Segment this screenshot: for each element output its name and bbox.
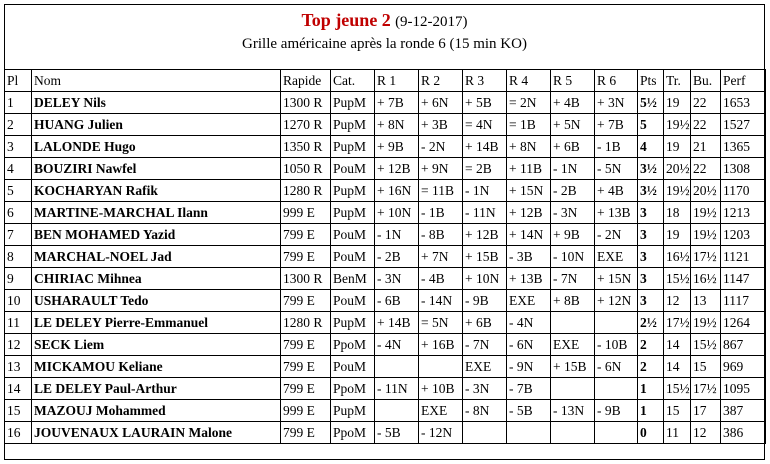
tournament-date: (9-12-2017) <box>395 14 468 30</box>
cell-tiebreak-tr: 18 <box>664 202 691 224</box>
cell-performance: 1264 <box>721 312 766 334</box>
table-row <box>5 114 766 136</box>
cell-category: PpoM <box>331 378 375 400</box>
results-frame <box>4 4 765 460</box>
title-line <box>5 5 764 32</box>
column-header-round-3: R 3 <box>463 70 507 92</box>
table-body <box>5 92 766 444</box>
cell-tiebreak-bu: 22 <box>691 114 721 136</box>
cell-place: 7 <box>5 224 32 246</box>
table-row <box>5 246 766 268</box>
cell-round-5: - 3N <box>551 202 595 224</box>
table-row <box>5 158 766 180</box>
cell-round-1: - 6B <box>375 290 419 312</box>
cell-round-4: + 14N <box>507 224 551 246</box>
cell-points: 2½ <box>638 312 664 334</box>
cell-round-5: + 4B <box>551 92 595 114</box>
cell-place: 5 <box>5 180 32 202</box>
cell-round-4: + 12B <box>507 202 551 224</box>
cell-points: 1 <box>638 378 664 400</box>
column-header-round-2: R 2 <box>419 70 463 92</box>
column-header-round-1: R 1 <box>375 70 419 92</box>
cell-round-1 <box>375 356 419 378</box>
cell-round-3: + 12B <box>463 224 507 246</box>
cell-rating: 1280 R <box>281 180 331 202</box>
table-row <box>5 92 766 114</box>
cell-round-5: EXE <box>551 334 595 356</box>
cell-round-5: - 13N <box>551 400 595 422</box>
cell-tiebreak-tr: 14 <box>664 356 691 378</box>
cell-round-3: + 15B <box>463 246 507 268</box>
cell-category: PouM <box>331 246 375 268</box>
cell-round-4: - 7B <box>507 378 551 400</box>
cell-round-1: + 14B <box>375 312 419 334</box>
tournament-title: Top jeune 2 <box>301 10 391 30</box>
cell-name: KOCHARYAN Rafik <box>32 180 281 202</box>
cell-place: 10 <box>5 290 32 312</box>
cell-name: SECK Liem <box>32 334 281 356</box>
cell-tiebreak-tr: 11 <box>664 422 691 444</box>
cell-round-5: + 9B <box>551 224 595 246</box>
cell-place: 8 <box>5 246 32 268</box>
cell-round-5: + 6B <box>551 136 595 158</box>
cell-round-6: + 12N <box>595 290 638 312</box>
table-row <box>5 202 766 224</box>
cell-place: 3 <box>5 136 32 158</box>
cell-performance: 1213 <box>721 202 766 224</box>
cell-round-3: EXE <box>463 356 507 378</box>
cell-round-6 <box>595 378 638 400</box>
column-header-tiebreak-bu: Bu. <box>691 70 721 92</box>
cell-round-1: - 11N <box>375 378 419 400</box>
cell-round-2 <box>419 356 463 378</box>
column-header-tiebreak-tr: Tr. <box>664 70 691 92</box>
cell-tiebreak-tr: 19½ <box>664 180 691 202</box>
cell-round-2: - 14N <box>419 290 463 312</box>
cell-points: 3½ <box>638 180 664 202</box>
cell-rating: 799 E <box>281 356 331 378</box>
column-header-name: Nom <box>32 70 281 92</box>
cell-round-2: + 7N <box>419 246 463 268</box>
cell-name: BEN MOHAMED Yazid <box>32 224 281 246</box>
cell-rating: 1050 R <box>281 158 331 180</box>
cell-performance: 386 <box>721 422 766 444</box>
cell-performance: 1203 <box>721 224 766 246</box>
cell-round-3: - 9B <box>463 290 507 312</box>
cell-tiebreak-tr: 19½ <box>664 114 691 136</box>
cell-round-4 <box>507 422 551 444</box>
cell-rating: 1300 R <box>281 268 331 290</box>
cell-round-5: - 10N <box>551 246 595 268</box>
cell-round-2: EXE <box>419 400 463 422</box>
header-row <box>5 70 766 92</box>
cell-round-3: - 11N <box>463 202 507 224</box>
header <box>5 5 764 69</box>
cell-performance: 1095 <box>721 378 766 400</box>
column-header-performance: Perf <box>721 70 766 92</box>
cell-place: 14 <box>5 378 32 400</box>
cell-category: PouM <box>331 290 375 312</box>
table-row <box>5 334 766 356</box>
cell-points: 2 <box>638 356 664 378</box>
cell-points: 5½ <box>638 92 664 114</box>
cell-round-3: - 3N <box>463 378 507 400</box>
cell-category: BenM <box>331 268 375 290</box>
cell-round-2: = 11B <box>419 180 463 202</box>
cell-rating: 799 E <box>281 290 331 312</box>
cell-round-1: + 9B <box>375 136 419 158</box>
cell-category: PpoM <box>331 334 375 356</box>
cell-tiebreak-tr: 20½ <box>664 158 691 180</box>
cell-tiebreak-bu: 21 <box>691 136 721 158</box>
cell-tiebreak-bu: 22 <box>691 92 721 114</box>
cell-tiebreak-tr: 15 <box>664 400 691 422</box>
column-header-round-6: R 6 <box>595 70 638 92</box>
cell-points: 3 <box>638 224 664 246</box>
cell-round-2: + 10B <box>419 378 463 400</box>
tournament-subtitle: Grille américaine après la ronde 6 (15 min KO) <box>242 36 527 52</box>
cell-name: MICKAMOU Keliane <box>32 356 281 378</box>
cell-rating: 999 E <box>281 400 331 422</box>
cell-name: JOUVENAUX LAURAIN Malone <box>32 422 281 444</box>
cell-round-1: - 5B <box>375 422 419 444</box>
cell-round-6: + 7B <box>595 114 638 136</box>
cell-category: PupM <box>331 312 375 334</box>
cell-performance: 867 <box>721 334 766 356</box>
cell-round-5: - 1N <box>551 158 595 180</box>
cell-name: DELEY Nils <box>32 92 281 114</box>
cell-tiebreak-bu: 13 <box>691 290 721 312</box>
cell-tiebreak-bu: 16½ <box>691 268 721 290</box>
column-header-round-4: R 4 <box>507 70 551 92</box>
cell-category: PouM <box>331 224 375 246</box>
cell-name: MARCHAL-NOEL Jad <box>32 246 281 268</box>
cell-round-4: - 5B <box>507 400 551 422</box>
column-header-category: Cat. <box>331 70 375 92</box>
column-header-round-5: R 5 <box>551 70 595 92</box>
cell-category: PupM <box>331 400 375 422</box>
cell-place: 4 <box>5 158 32 180</box>
cell-round-1: + 7B <box>375 92 419 114</box>
cell-round-4: - 9N <box>507 356 551 378</box>
cell-round-1: + 12B <box>375 158 419 180</box>
cell-round-2: + 6N <box>419 92 463 114</box>
cell-points: 2 <box>638 334 664 356</box>
cell-rating: 1300 R <box>281 92 331 114</box>
cell-round-6: EXE <box>595 246 638 268</box>
cell-name: HUANG Julien <box>32 114 281 136</box>
cell-round-1: - 3N <box>375 268 419 290</box>
cell-rating: 1270 R <box>281 114 331 136</box>
cell-name: LALONDE Hugo <box>32 136 281 158</box>
cell-round-1: + 8N <box>375 114 419 136</box>
cell-round-6: + 3N <box>595 92 638 114</box>
cell-performance: 1653 <box>721 92 766 114</box>
cell-performance: 1308 <box>721 158 766 180</box>
cell-round-4: - 6N <box>507 334 551 356</box>
cell-tiebreak-tr: 19 <box>664 224 691 246</box>
cell-round-4: - 4N <box>507 312 551 334</box>
cell-round-5: + 8B <box>551 290 595 312</box>
cell-round-3: + 6B <box>463 312 507 334</box>
cell-name: LE DELEY Paul-Arthur <box>32 378 281 400</box>
cell-round-2: + 9N <box>419 158 463 180</box>
cell-place: 11 <box>5 312 32 334</box>
cell-performance: 1527 <box>721 114 766 136</box>
cell-round-2: - 1B <box>419 202 463 224</box>
cell-place: 6 <box>5 202 32 224</box>
cell-name: BOUZIRI Nawfel <box>32 158 281 180</box>
cell-category: PupM <box>331 202 375 224</box>
cell-round-6 <box>595 422 638 444</box>
cell-tiebreak-tr: 12 <box>664 290 691 312</box>
cell-round-3: + 10N <box>463 268 507 290</box>
cell-points: 3 <box>638 290 664 312</box>
cell-tiebreak-tr: 19 <box>664 136 691 158</box>
cell-round-3: - 1N <box>463 180 507 202</box>
cell-place: 16 <box>5 422 32 444</box>
cell-round-3: - 8N <box>463 400 507 422</box>
cell-performance: 1170 <box>721 180 766 202</box>
cell-category: PpoM <box>331 422 375 444</box>
cell-round-2: + 16B <box>419 334 463 356</box>
table-row <box>5 224 766 246</box>
cell-place: 1 <box>5 92 32 114</box>
cell-rating: 799 E <box>281 378 331 400</box>
cell-round-1: + 16N <box>375 180 419 202</box>
cell-tiebreak-tr: 19 <box>664 92 691 114</box>
cell-tiebreak-bu: 22 <box>691 158 721 180</box>
cell-round-1: + 10N <box>375 202 419 224</box>
cell-tiebreak-bu: 17½ <box>691 246 721 268</box>
table-row <box>5 180 766 202</box>
cell-category: PouM <box>331 158 375 180</box>
cell-name: MARTINE-MARCHAL Ilann <box>32 202 281 224</box>
cell-points: 5 <box>638 114 664 136</box>
table-row <box>5 290 766 312</box>
cell-round-5: - 2B <box>551 180 595 202</box>
cell-points: 1 <box>638 400 664 422</box>
cell-points: 3½ <box>638 158 664 180</box>
cell-category: PupM <box>331 92 375 114</box>
table-row <box>5 136 766 158</box>
cell-category: PupM <box>331 114 375 136</box>
cell-tiebreak-tr: 15½ <box>664 378 691 400</box>
cell-tiebreak-bu: 17½ <box>691 378 721 400</box>
cell-rating: 799 E <box>281 224 331 246</box>
cell-name: LE DELEY Pierre-Emmanuel <box>32 312 281 334</box>
cell-points: 0 <box>638 422 664 444</box>
cell-round-6: - 2N <box>595 224 638 246</box>
cell-tiebreak-tr: 16½ <box>664 246 691 268</box>
cell-round-5: - 7N <box>551 268 595 290</box>
cell-tiebreak-bu: 17 <box>691 400 721 422</box>
cell-place: 13 <box>5 356 32 378</box>
cell-round-6: - 5N <box>595 158 638 180</box>
cell-performance: 969 <box>721 356 766 378</box>
cell-rating: 799 E <box>281 334 331 356</box>
cell-tiebreak-tr: 14 <box>664 334 691 356</box>
cell-performance: 387 <box>721 400 766 422</box>
table-row <box>5 356 766 378</box>
cell-rating: 799 E <box>281 422 331 444</box>
cell-round-3: = 4N <box>463 114 507 136</box>
cell-round-3: + 14B <box>463 136 507 158</box>
cell-tiebreak-bu: 20½ <box>691 180 721 202</box>
cell-rating: 1350 R <box>281 136 331 158</box>
cell-place: 9 <box>5 268 32 290</box>
cell-round-4: + 13B <box>507 268 551 290</box>
cell-place: 2 <box>5 114 32 136</box>
cell-tiebreak-bu: 12 <box>691 422 721 444</box>
cell-performance: 1365 <box>721 136 766 158</box>
cell-round-6: - 9B <box>595 400 638 422</box>
column-header-rating: Rapide <box>281 70 331 92</box>
column-header-points: Pts <box>638 70 664 92</box>
cell-rating: 799 E <box>281 246 331 268</box>
cell-name: CHIRIAC Mihnea <box>32 268 281 290</box>
cell-round-2: - 2N <box>419 136 463 158</box>
cell-round-3: + 5B <box>463 92 507 114</box>
cell-tiebreak-bu: 19½ <box>691 224 721 246</box>
cell-round-2: - 12N <box>419 422 463 444</box>
cell-round-6: + 15N <box>595 268 638 290</box>
cell-category: PupM <box>331 136 375 158</box>
table-row <box>5 312 766 334</box>
cell-round-1: - 1N <box>375 224 419 246</box>
cell-tiebreak-bu: 15 <box>691 356 721 378</box>
cell-tiebreak-bu: 15½ <box>691 334 721 356</box>
table-row <box>5 378 766 400</box>
cell-round-4: + 15N <box>507 180 551 202</box>
cell-rating: 999 E <box>281 202 331 224</box>
cell-round-6 <box>595 312 638 334</box>
cell-round-2: - 8B <box>419 224 463 246</box>
cell-name: USHARAULT Tedo <box>32 290 281 312</box>
cell-round-5 <box>551 422 595 444</box>
cell-category: PupM <box>331 180 375 202</box>
cell-points: 3 <box>638 268 664 290</box>
table-row <box>5 400 766 422</box>
cell-round-3: = 2B <box>463 158 507 180</box>
cell-round-4: + 8N <box>507 136 551 158</box>
cell-points: 4 <box>638 136 664 158</box>
cell-round-1: - 4N <box>375 334 419 356</box>
cell-tiebreak-tr: 15½ <box>664 268 691 290</box>
cell-round-3 <box>463 422 507 444</box>
cell-round-6: - 10B <box>595 334 638 356</box>
cell-tiebreak-bu: 19½ <box>691 312 721 334</box>
cell-points: 3 <box>638 246 664 268</box>
cell-place: 12 <box>5 334 32 356</box>
table-row <box>5 422 766 444</box>
cell-round-4: = 1B <box>507 114 551 136</box>
cell-rating: 1280 R <box>281 312 331 334</box>
column-header-place: Pl <box>5 70 32 92</box>
standings-table <box>4 69 766 444</box>
cell-round-4: + 11B <box>507 158 551 180</box>
cell-category: PouM <box>331 356 375 378</box>
cell-round-5: + 15B <box>551 356 595 378</box>
cell-round-6: + 4B <box>595 180 638 202</box>
cell-round-2: + 3B <box>419 114 463 136</box>
cell-round-4: = 2N <box>507 92 551 114</box>
cell-round-2: - 4B <box>419 268 463 290</box>
cell-round-3: - 7N <box>463 334 507 356</box>
cell-round-6: - 1B <box>595 136 638 158</box>
cell-place: 15 <box>5 400 32 422</box>
cell-tiebreak-tr: 17½ <box>664 312 691 334</box>
cell-performance: 1117 <box>721 290 766 312</box>
cell-tiebreak-bu: 19½ <box>691 202 721 224</box>
cell-round-4: EXE <box>507 290 551 312</box>
cell-round-6: - 6N <box>595 356 638 378</box>
cell-round-4: - 3B <box>507 246 551 268</box>
cell-round-2: = 5N <box>419 312 463 334</box>
cell-round-1: - 2B <box>375 246 419 268</box>
cell-points: 3 <box>638 202 664 224</box>
table-row <box>5 268 766 290</box>
cell-performance: 1121 <box>721 246 766 268</box>
cell-round-5 <box>551 378 595 400</box>
cell-name: MAZOUJ Mohammed <box>32 400 281 422</box>
cell-round-6: + 13B <box>595 202 638 224</box>
cell-round-5: + 5N <box>551 114 595 136</box>
cell-round-5 <box>551 312 595 334</box>
cell-performance: 1147 <box>721 268 766 290</box>
cell-round-1 <box>375 400 419 422</box>
